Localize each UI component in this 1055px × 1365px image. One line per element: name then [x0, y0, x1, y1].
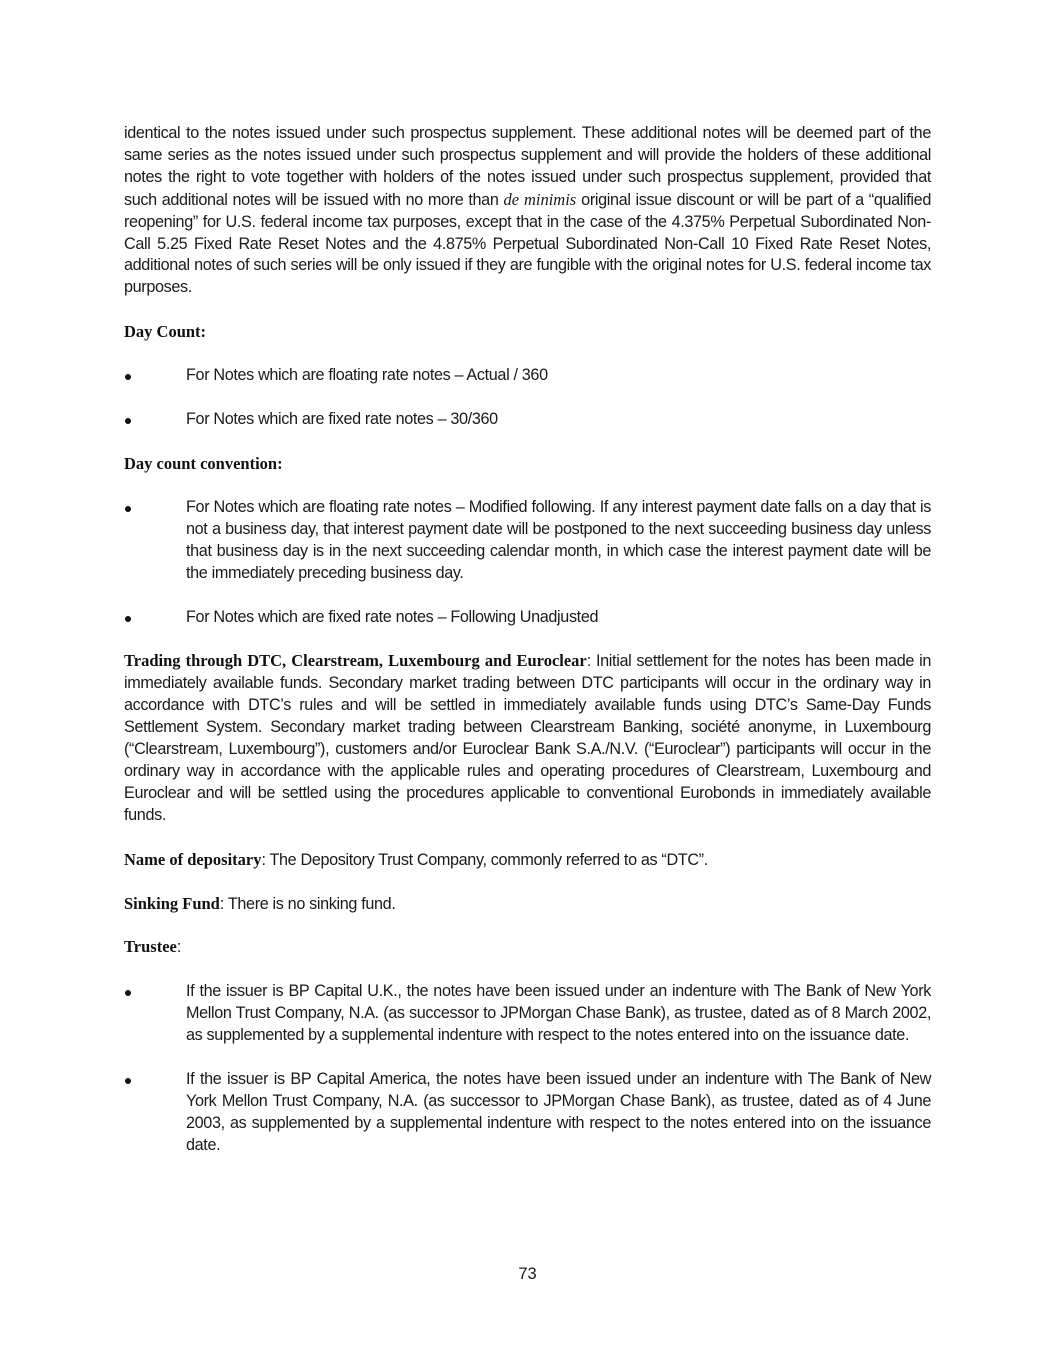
day-count-item: [124, 409, 931, 431]
document-page: [124, 123, 931, 1157]
depositary-body: : The Depository Trust Company, commonly referred to as “DTC”.: [261, 850, 708, 869]
day-count-convention-item: [124, 497, 931, 585]
trustee-item: [124, 1069, 931, 1157]
page-number: 73: [518, 1265, 537, 1283]
trustee-item: [124, 981, 931, 1047]
trustee-heading: Trustee: [124, 937, 177, 957]
depositary-heading: Name of depositary: [124, 849, 262, 869]
list-item-text: For Notes which are floating rate notes – Actual / 360: [186, 366, 548, 385]
day-count-convention-item: [124, 607, 931, 629]
list-item-text: If the issuer is BP Capital U.K., the notes have been issued under an indenture with The Bank of New York Mellon Trust Company, N.A. (as successor to JPMorgan Chase Bank), as trustee, dated as of 8 March 2002, as supplemented by a supplemental indenture with respect to the notes entered into on the issuance date.: [186, 982, 931, 1045]
italic-term: de minimis: [503, 189, 577, 209]
list-item-text: For Notes which are fixed rate notes – Following Unadjusted: [186, 607, 599, 626]
sinking-fund-paragraph: [124, 893, 931, 916]
sinking-fund-body: : There is no sinking fund.: [219, 894, 396, 913]
list-item-text: For Notes which are floating rate notes – Modified following. If any interest payment date falls on a day that is not a business day, that interest payment date will be postponed to the next succeeding business day unless that business day is in the next succeeding calendar month, in which case the interest payment date will be the immediately preceding business day.: [186, 497, 931, 582]
list-item-text: For Notes which are fixed rate notes – 30/360: [186, 410, 498, 429]
intro-text-continued: original issue discount or will be part of a “qualified reopening” for U.S. federal income tax purposes, except that in the case of the 4.375% Perpetual Subordinated Non-Call 5.25 Fixed Rate Reset Notes and the 4.875% Perpetual Subordinated Non-Call 10 Fixed Rate Reset Notes, additional notes of such series will be only issued if they are fungible with the original notes for U.S. federal income tax purposes.: [124, 190, 931, 297]
trading-heading: Trading through DTC, Clearstream, Luxembourg and Euroclear: [124, 651, 587, 671]
list-item-text: If the issuer is BP Capital America, the notes have been issued under an indenture with The Bank of New York Mellon Trust Company, N.A. (as successor to JPMorgan Chase Bank), as trustee, dated as of 4 June 2003, as supplemented by a supplemental indenture with respect to the notes entered into on the issuance date.: [186, 1070, 931, 1154]
day-count-convention-heading: Day count convention:: [124, 453, 283, 473]
day-count-heading: Day Count:: [124, 322, 207, 342]
trading-paragraph: [124, 650, 931, 826]
intro-text: identical to the notes issued under such prospectus supplement. These additional notes will be deemed part of the same series as the notes issued under such prospectus supplement and will provide the holders of these additional notes the right to vote together with holders of the notes issued under such prospectus supplement, provided that such additional notes will be issued with no more than: [124, 124, 931, 209]
intro-paragraph: [124, 123, 931, 299]
trustee-colon: :: [176, 938, 181, 957]
sinking-fund-heading: Sinking Fund: [124, 893, 220, 913]
trustee-paragraph: [124, 936, 931, 959]
depositary-paragraph: [124, 849, 931, 872]
trading-body: : Initial settlement for the notes has been made in immediately available funds. Secondary market trading between DTC participants will occur in the ordinary way in accordance with DTC’s rules and will be settled in immediately available funds using DTC’s Same-Day Funds Settlement System. Secondary market trading between Clearstream Banking, société anonyme, in Luxembourg (“Clearstream, Luxembourg”), customers and/or Euroclear Bank S.A./N.V. (“Euroclear”) participants will occur in the ordinary way in accordance with the applicable rules and operating procedures of Clearstream, Luxembourg and Euroclear and will be settled using the procedures applicable to conventional Eurobonds in immediately available funds.: [124, 652, 931, 824]
day-count-item: [124, 365, 931, 387]
